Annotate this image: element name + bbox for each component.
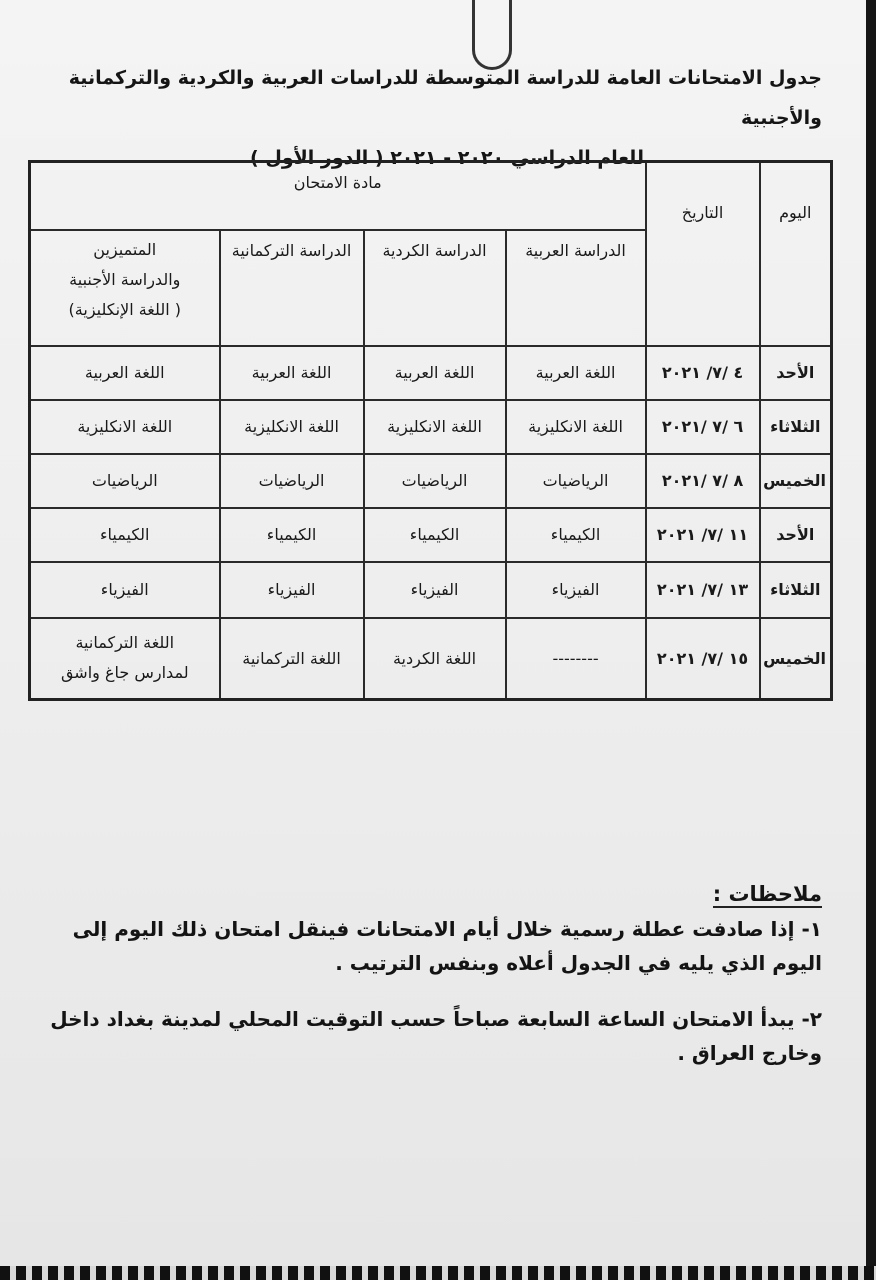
cell-arabic: الكيمياء xyxy=(506,508,646,562)
cell-arabic: الرياضيات xyxy=(506,454,646,508)
header-subject: مادة الامتحان xyxy=(30,162,646,230)
cell-day: الخميس xyxy=(760,618,832,700)
exam-schedule-table xyxy=(28,160,833,701)
header-row-1 xyxy=(30,162,832,230)
cell-date: ٨ /٧ /٢٠٢١ xyxy=(646,454,760,508)
header-day: اليوم xyxy=(760,162,832,346)
cell-turkmen: اللغة الانكليزية xyxy=(220,400,364,454)
title-line-1: جدول الامتحانات العامة للدراسة المتوسطة للدراسات العربية والكردية والتركمانية والأجنبية xyxy=(68,67,822,129)
cell-foreign: اللغة العربية xyxy=(30,346,220,400)
note-item-1: ١- إذا صادفت عطلة رسمية خلال أيام الامتحانات فينقل امتحان ذلك اليوم إلى اليوم الذي يليه في الجدول أعلاه وبنفس الترتيب . xyxy=(72,917,822,975)
cell-kurdish: الكيمياء xyxy=(364,508,506,562)
page-bottom-edge xyxy=(0,1266,876,1280)
cell-foreign: الكيمياء xyxy=(30,508,220,562)
header-arabic-study: الدراسة العربية xyxy=(506,230,646,346)
cell-turkmen: الرياضيات xyxy=(220,454,364,508)
cell-date: ١٥ /٧/ ٢٠٢١ xyxy=(646,618,760,700)
cell-date: ٦ /٧ /٢٠٢١ xyxy=(646,400,760,454)
header-date: التاريخ xyxy=(646,162,760,346)
cell-kurdish: الرياضيات xyxy=(364,454,506,508)
header-kurdish-study: الدراسة الكردية xyxy=(364,230,506,346)
cell-day: الأحد xyxy=(760,508,832,562)
table-row xyxy=(30,562,832,618)
table-row xyxy=(30,454,832,508)
cell-day: الثلاثاء xyxy=(760,400,832,454)
cell-day: الأحد xyxy=(760,346,832,400)
table-row xyxy=(30,618,832,700)
title-line-2: للعام الدراسي ٢٠٢٠ - ٢٠٢١ ( الدور الأول ) xyxy=(250,147,644,169)
cell-date: ٤ /٧/ ٢٠٢١ xyxy=(646,346,760,400)
cell-turkmen: اللغة التركمانية xyxy=(220,618,364,700)
cell-foreign: اللغة الانكليزية xyxy=(30,400,220,454)
note-item-2: ٢- يبدأ الامتحان الساعة السابعة صباحاً حسب التوقيت المحلي لمدينة بغداد داخل وخارج العراق . xyxy=(50,1007,822,1065)
cell-turkmen: الكيمياء xyxy=(220,508,364,562)
header-foreign-study: المتميزين والدراسة الأجنبية ( اللغة الإنكليزية) xyxy=(30,230,220,346)
cell-arabic: الفيزياء xyxy=(506,562,646,618)
cell-day: الثلاثاء xyxy=(760,562,832,618)
cell-arabic: اللغة الانكليزية xyxy=(506,400,646,454)
table-row xyxy=(30,508,832,562)
cell-day: الخميس xyxy=(760,454,832,508)
cell-kurdish: اللغة العربية xyxy=(364,346,506,400)
cell-date: ١١ /٧/ ٢٠٢١ xyxy=(646,508,760,562)
header-turkmen-study: الدراسة التركمانية xyxy=(220,230,364,346)
cell-turkmen: الفيزياء xyxy=(220,562,364,618)
cell-kurdish: الفيزياء xyxy=(364,562,506,618)
table-row xyxy=(30,346,832,400)
cell-turkmen: اللغة العربية xyxy=(220,346,364,400)
cell-date: ١٣ /٧/ ٢٠٢١ xyxy=(646,562,760,618)
cell-arabic: -------- xyxy=(506,618,646,700)
table-row xyxy=(30,400,832,454)
cell-arabic: اللغة العربية xyxy=(506,346,646,400)
page-edge-shadow xyxy=(866,0,876,1280)
notes-title: ملاحظات : xyxy=(712,882,822,906)
cell-foreign: الفيزياء xyxy=(30,562,220,618)
cell-foreign: اللغة التركمانية لمدارس جاغ واشق xyxy=(30,618,220,700)
cell-kurdish: اللغة الكردية xyxy=(364,618,506,700)
cell-foreign: الرياضيات xyxy=(30,454,220,508)
cell-kurdish: اللغة الانكليزية xyxy=(364,400,506,454)
notes-section xyxy=(32,882,822,1092)
